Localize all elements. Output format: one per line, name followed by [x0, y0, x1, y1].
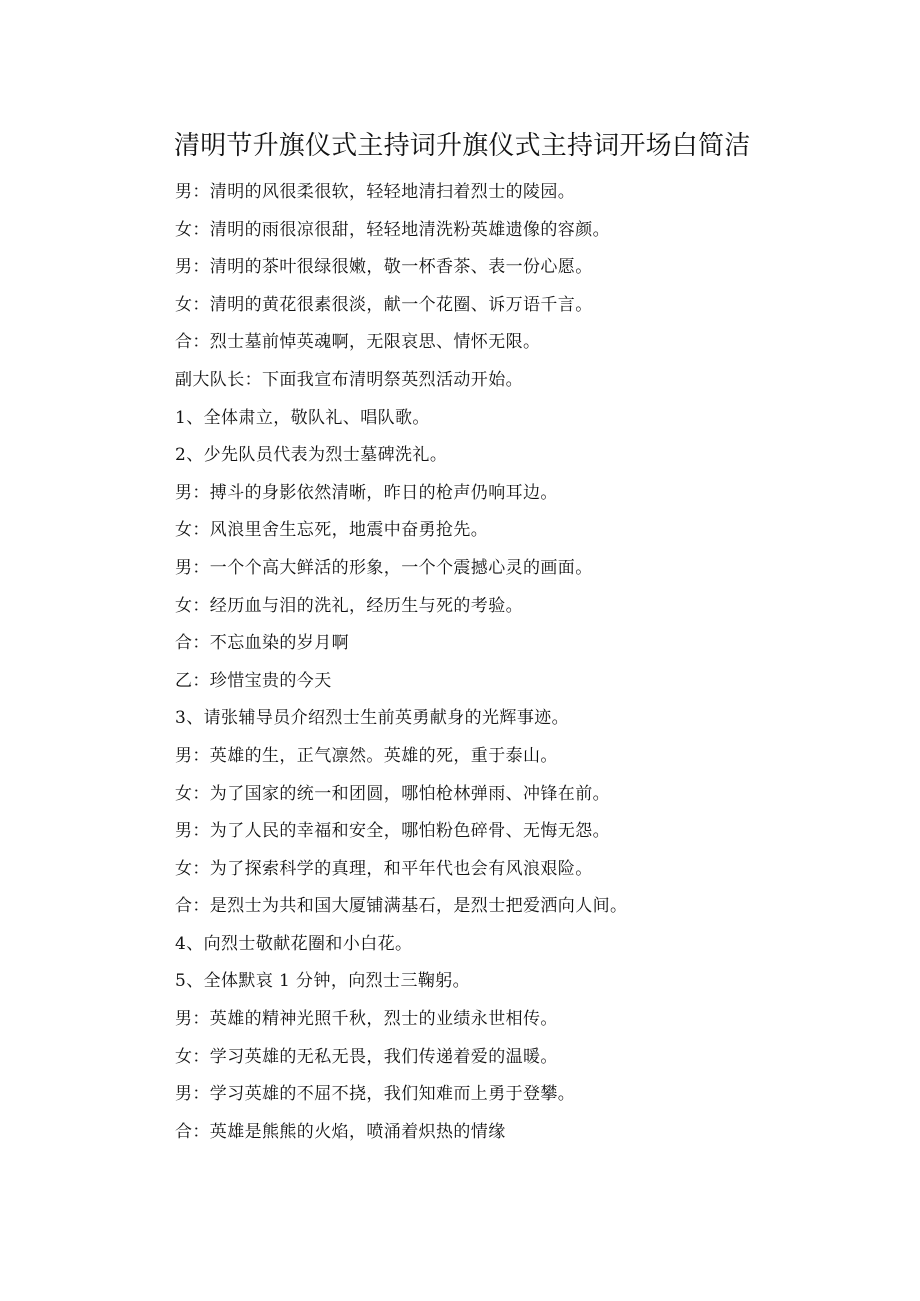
body-line: 1、全体肃立，敬队礼、唱队歌。: [175, 407, 430, 428]
body-line: 合：英雄是熊熊的火焰，喷涌着炽热的情缘: [175, 1121, 506, 1142]
body-line: 男：清明的茶叶很绿很嫩，敬一杯香茶、表一份心愿。: [175, 257, 593, 278]
document-title: 清明节升旗仪式主持词升旗仪式主持词开场白简洁: [174, 131, 751, 161]
body-line: 男：清明的风很柔很软，轻轻地清扫着烈士的陵园。: [175, 182, 576, 202]
body-line: 女：为了探索科学的真理，和平年代也会有风浪艰险。: [175, 858, 593, 879]
body-line: 5、全体默哀 1 分钟，向烈士三鞠躬。: [175, 971, 471, 992]
body-line: 男：英雄的精神光照千秋，烈士的业绩永世相传。: [175, 1009, 558, 1030]
body-line: 女：为了国家的统一和团圆，哪怕枪林弹雨、冲锋在前。: [175, 783, 610, 804]
body-line: 女：经历血与泪的洗礼，经历生与死的考验。: [175, 595, 523, 616]
body-line: 合：是烈士为共和国大厦铺满基石，是烈士把爱洒向人间。: [175, 896, 628, 917]
body-line: 合：不忘血染的岁月啊: [175, 633, 349, 654]
document-body: [175, 174, 795, 1151]
body-line: 男：一个个高大鲜活的形象，一个个震撼心灵的画面。: [175, 557, 593, 578]
body-line: 男：英雄的生，正气凛然。英雄的死，重于泰山。: [175, 745, 558, 766]
body-line: 男：搏斗的身影依然清晰，昨日的枪声仍响耳边。: [175, 482, 558, 503]
body-line: 男：为了人民的幸福和安全，哪怕粉色碎骨、无悔无怨。: [175, 821, 610, 842]
body-line: 乙：珍惜宝贵的今天: [175, 670, 332, 691]
body-line: 女：清明的雨很凉很甜，轻轻地清洗粉英雄遗像的容颜。: [175, 219, 610, 240]
body-line: 合：烈士墓前悼英魂啊，无限哀思、情怀无限。: [175, 332, 541, 353]
body-line: 女：清明的黄花很素很淡，献一个花圈、诉万语千言。: [175, 294, 593, 315]
body-line: 女：风浪里舍生忘死，地震中奋勇抢先。: [175, 520, 489, 541]
body-line: 女：学习英雄的无私无畏，我们传递着爱的温暖。: [175, 1046, 558, 1067]
body-line: 3、请张辅导员介绍烈士生前英勇献身的光辉事迹。: [175, 708, 570, 729]
body-line: 2、少先队员代表为烈士墓碑洗礼。: [175, 445, 448, 466]
body-line: 4、向烈士敬献花圈和小白花。: [175, 933, 413, 954]
body-line: 副大队长：下面我宣布清明祭英烈活动开始。: [175, 369, 523, 390]
body-line: 男：学习英雄的不屈不挠，我们知难而上勇于登攀。: [175, 1084, 576, 1105]
